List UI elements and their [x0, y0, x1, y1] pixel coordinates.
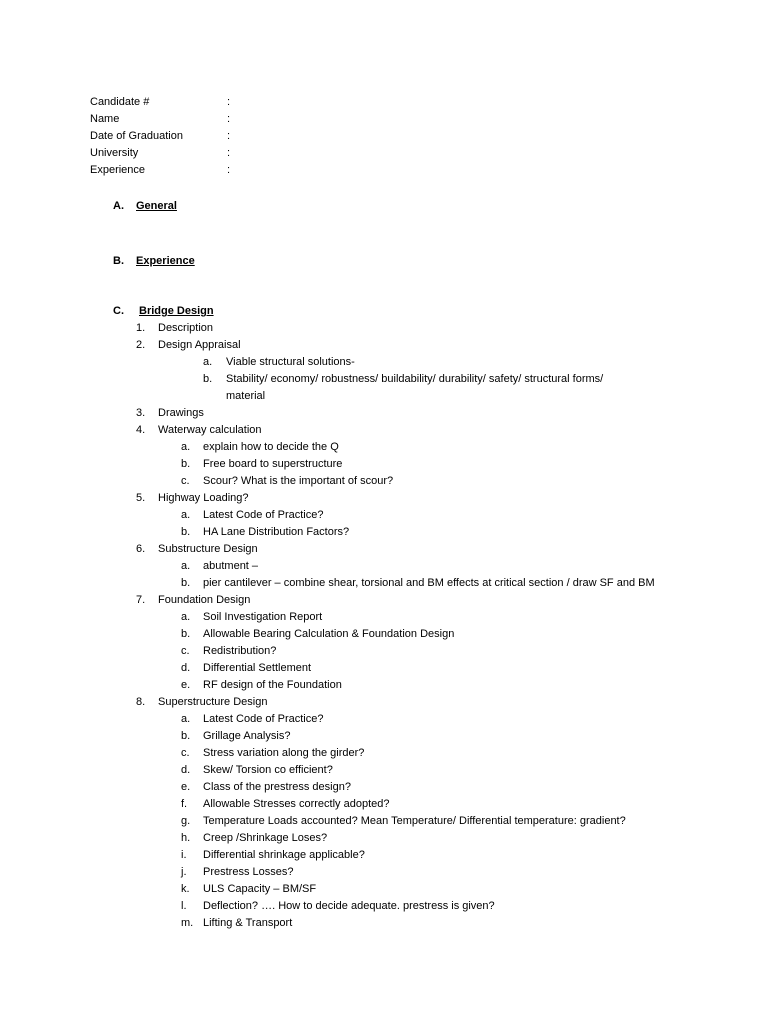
item-text: Free board to superstructure — [203, 458, 343, 470]
item-text: Redistribution? — [203, 645, 277, 657]
item-number: g. — [181, 815, 191, 827]
item-number: 8. — [136, 696, 146, 708]
item-text: Soil Investigation Report — [203, 611, 323, 623]
item-number: f. — [181, 798, 188, 810]
item-text: Differential shrinkage applicable? — [203, 849, 365, 861]
item-text: Scour? What is the important of scour? — [203, 475, 394, 487]
item-number: d. — [181, 662, 191, 674]
item-number: e. — [181, 679, 191, 691]
item-number: 5. — [136, 492, 146, 504]
item-number: a. — [181, 611, 191, 623]
item-text: Highway Loading? — [158, 492, 249, 504]
section-title: Bridge Design — [139, 305, 214, 317]
field-label: Name — [90, 113, 120, 125]
item-text: Design Appraisal — [158, 339, 241, 351]
item-text: material — [226, 390, 266, 402]
item-text: Grillage Analysis? — [203, 730, 291, 742]
item-number: c. — [181, 475, 190, 487]
item-text: explain how to decide the Q — [203, 441, 339, 453]
item-text: Stability/ economy/ robustness/ buildability/ durability/ safety/ structural forms/ — [226, 373, 604, 385]
field-separator: : — [227, 113, 231, 125]
item-number: b. — [181, 526, 191, 538]
item-number: a. — [181, 713, 191, 725]
field-label: University — [90, 147, 139, 159]
item-number: 4. — [136, 424, 146, 436]
item-text: Stress variation along the girder? — [203, 747, 365, 759]
section-letter: A. — [113, 200, 124, 212]
item-number: c. — [181, 645, 190, 657]
item-text: Allowable Stresses correctly adopted? — [203, 798, 390, 810]
item-number: i. — [181, 849, 187, 861]
item-text: Class of the prestress design? — [203, 781, 351, 793]
item-number: h. — [181, 832, 191, 844]
field-separator: : — [227, 164, 231, 176]
item-number: b. — [181, 628, 191, 640]
section-title: General — [136, 200, 177, 212]
item-number: a. — [181, 509, 191, 521]
field-label: Date of Graduation — [90, 130, 183, 142]
item-number: k. — [181, 883, 190, 895]
item-text: Prestress Losses? — [203, 866, 294, 878]
item-number: 1. — [136, 322, 146, 334]
item-number: c. — [181, 747, 190, 759]
item-text: Latest Code of Practice? — [203, 713, 324, 725]
item-text: Superstructure Design — [158, 696, 268, 708]
item-number: m. — [181, 917, 194, 929]
item-text: Allowable Bearing Calculation & Foundation Design — [203, 628, 455, 640]
item-text: Lifting & Transport — [203, 917, 293, 929]
item-text: Foundation Design — [158, 594, 251, 606]
item-number: a. — [203, 356, 213, 368]
section-letter: C. — [113, 305, 124, 317]
item-text: HA Lane Distribution Factors? — [203, 526, 350, 538]
item-text: ULS Capacity – BM/SF — [203, 883, 317, 895]
item-number: b. — [203, 373, 213, 385]
field-label: Candidate # — [90, 96, 150, 108]
item-number: 2. — [136, 339, 146, 351]
item-number: l. — [181, 900, 187, 912]
section-letter: B. — [113, 255, 124, 267]
item-text: abutment – — [203, 560, 259, 572]
item-text: Temperature Loads accounted? Mean Temperature/ Differential temperature: gradient? — [203, 815, 626, 827]
item-text: Substructure Design — [158, 543, 258, 555]
field-separator: : — [227, 96, 231, 108]
item-number: b. — [181, 730, 191, 742]
field-separator: : — [227, 130, 231, 142]
item-number: e. — [181, 781, 191, 793]
item-number: b. — [181, 458, 191, 470]
item-text: pier cantilever – combine shear, torsional and BM effects at critical section / draw SF and BM — [203, 577, 655, 589]
item-text: Waterway calculation — [158, 424, 262, 436]
item-number: 6. — [136, 543, 146, 555]
field-separator: : — [227, 147, 231, 159]
item-number: d. — [181, 764, 191, 776]
item-number: a. — [181, 560, 191, 572]
item-number: b. — [181, 577, 191, 589]
item-text: Creep /Shrinkage Loses? — [203, 832, 328, 844]
item-text: RF design of the Foundation — [203, 679, 342, 691]
item-text: Skew/ Torsion co efficient? — [203, 764, 333, 776]
item-number: j. — [181, 866, 187, 878]
item-text: Differential Settlement — [203, 662, 312, 674]
item-text: Viable structural solutions- — [226, 356, 355, 368]
item-text: Latest Code of Practice? — [203, 509, 324, 521]
item-text: Description — [158, 322, 214, 334]
item-number: 3. — [136, 407, 146, 419]
item-number: a. — [181, 441, 191, 453]
item-text: Drawings — [158, 407, 204, 419]
field-label: Experience — [90, 164, 146, 176]
item-number: 7. — [136, 594, 146, 606]
item-text: Deflection? …. How to decide adequate. prestress is given? — [203, 900, 495, 912]
section-title: Experience — [136, 255, 195, 267]
